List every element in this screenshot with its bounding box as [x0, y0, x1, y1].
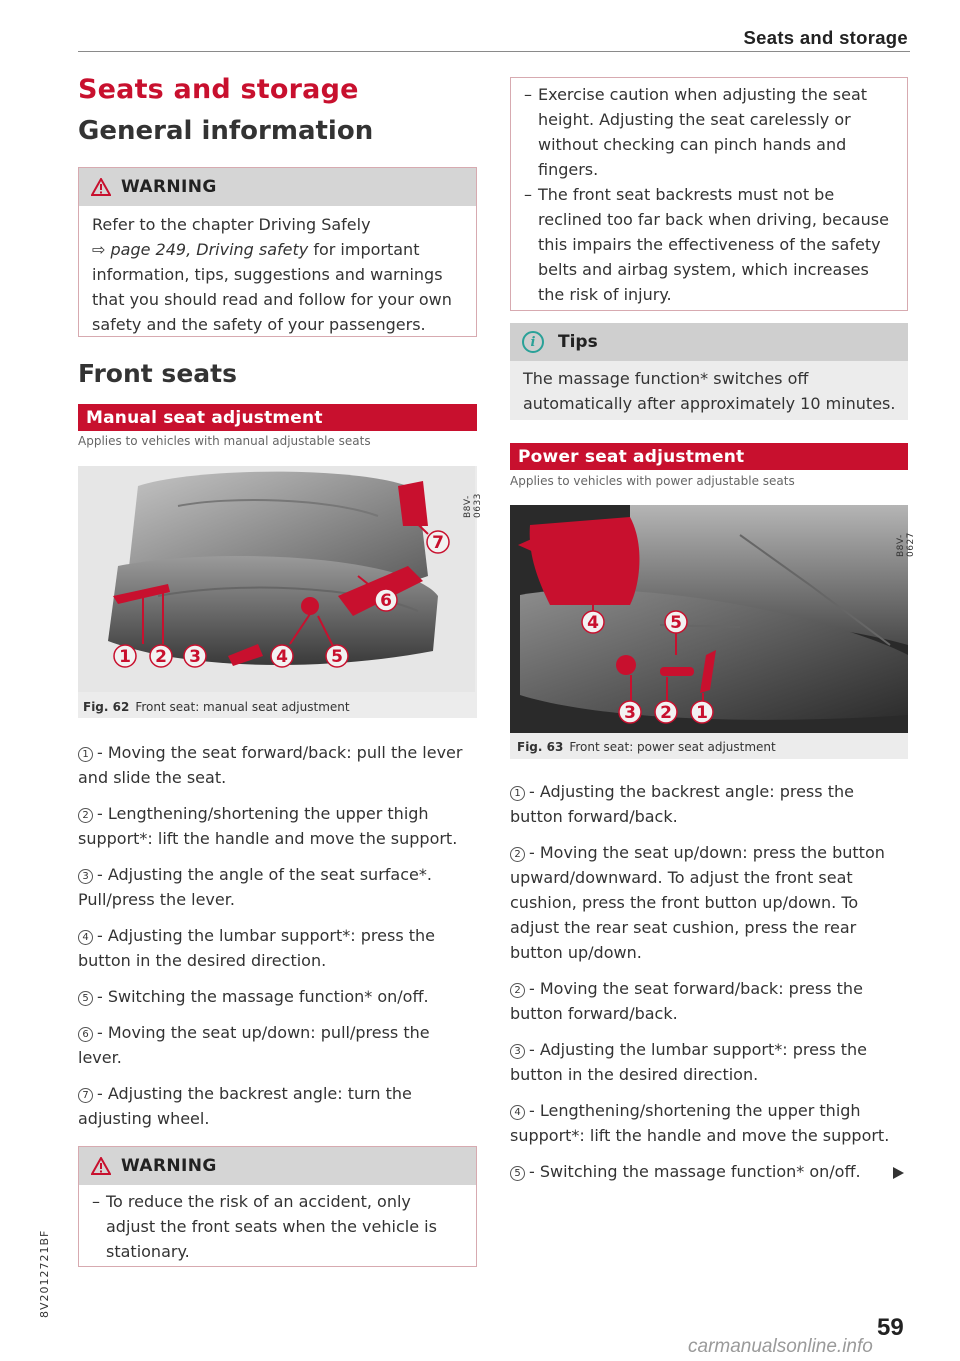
item-text: Moving the seat up/down: press the button upward/downward. To adjust the front seat cushion, press the front button up/down. To adjust the rear seat cushion, press the rear button up/down. — [510, 843, 885, 962]
number-circle: 4 — [510, 1105, 525, 1120]
callout-1: 1 — [119, 647, 131, 667]
item-text: Lengthening/shortening the upper thigh support*: lift the handle and move the support. — [78, 804, 458, 848]
callout-1: 1 — [696, 703, 708, 723]
item-text: Adjusting the angle of the seat surface*. Pull/press the lever. — [78, 865, 432, 909]
item-text: Lengthening/shortening the upper thigh support*: lift the handle and move the support. — [510, 1101, 890, 1145]
figure-code: B8V-0627 — [896, 532, 916, 557]
warning-text-cont: for important information, tips, suggestions and warnings that you should read and follow for your own safety and the safety of your passengers. — [92, 240, 452, 334]
warning-body — [79, 206, 476, 345]
manual-item: 7 - Adjusting the backrest angle: turn the adjusting wheel. — [78, 1084, 412, 1128]
document-code: 8V2012721BF — [38, 1229, 51, 1318]
warning-icon — [91, 178, 111, 196]
power-item: 2 - Moving the seat forward/back: press the button forward/back. — [510, 979, 863, 1023]
number-circle: 4 — [78, 930, 93, 945]
power-item: 5 - Switching the massage function* on/off. — [510, 1159, 880, 1184]
power-applies-note: Applies to vehicles with power adjustable seats — [510, 474, 795, 488]
callout-4: 4 — [587, 613, 599, 633]
number-circle: 6 — [78, 1027, 93, 1042]
callout-4: 4 — [276, 647, 288, 667]
number-circle: 1 — [510, 786, 525, 801]
header-rule — [78, 51, 910, 52]
power-item: 3 - Adjusting the lumbar support*: press the button in the desired direction. — [510, 1040, 867, 1084]
page-number: 59 — [877, 1314, 904, 1341]
power-item: 4 - Lengthening/shortening the upper thigh support*: lift the handle and move the support. — [510, 1101, 890, 1145]
number-circle: 3 — [78, 869, 93, 884]
item-text: Switching the massage function* on/off. — [107, 987, 429, 1006]
warning-item: – To reduce the risk of an accident, only adjust the front seats when the vehicle is stationary. — [92, 1189, 464, 1264]
item-text: Adjusting the lumbar support*: press the button in the desired direction. — [510, 1040, 867, 1084]
number-circle: 3 — [510, 1044, 525, 1059]
number-circle: 2 — [510, 983, 525, 998]
manual-item: 1 - Moving the seat forward/back: pull the lever and slide the seat. — [78, 743, 463, 787]
callout-5: 5 — [670, 613, 682, 633]
callout-5: 5 — [331, 647, 343, 667]
watermark: carmanualsonline.info — [688, 1336, 873, 1357]
figure-caption — [517, 740, 776, 754]
tips-header — [510, 323, 908, 361]
figure-code: B8V-0633 — [463, 493, 483, 518]
number-circle: 2 — [510, 847, 525, 862]
item-text: Switching the massage function* on/off. — [539, 1162, 861, 1181]
item-text: Moving the seat up/down: pull/press the lever. — [78, 1023, 430, 1067]
warning-box-general — [78, 167, 477, 337]
power-adjustment-heading: Power seat adjustment — [510, 443, 908, 470]
number-circle: 7 — [78, 1088, 93, 1103]
warning-box-continued — [510, 77, 908, 311]
manual-item: 3 - Adjusting the angle of the seat surface*. Pull/press the lever. — [78, 865, 432, 909]
warning-item: – Exercise caution when adjusting the seat height. Adjusting the seat carelessly or without checking can pinch hands and fingers. — [524, 82, 895, 182]
page-reference-link[interactable]: ⇨ page 249, Driving safety — [92, 240, 309, 259]
item-text: Adjusting the backrest angle: turn the adjusting wheel. — [78, 1084, 412, 1128]
warning-text: Refer to the chapter Driving Safely — [92, 215, 371, 234]
manual-item: 4 - Adjusting the lumbar support*: press the button in the desired direction. — [78, 926, 435, 970]
figure-caption — [83, 700, 350, 714]
warning-label: WARNING — [121, 1156, 217, 1176]
figure-label: Fig. 62 — [83, 700, 130, 714]
figure-caption-text: Front seat: power seat adjustment — [569, 740, 776, 754]
manual-applies-note: Applies to vehicles with manual adjustable seats — [78, 434, 371, 448]
callout-3: 3 — [624, 703, 636, 723]
warning-header — [79, 1147, 476, 1185]
manual-item: 5 - Switching the massage function* on/off. — [78, 984, 478, 1009]
power-item: 1 - Adjusting the backrest angle: press the button forward/back. — [510, 782, 854, 826]
callout-6: 6 — [380, 591, 392, 611]
warning-box-adjust — [78, 1146, 477, 1267]
manual-seat-illustration — [78, 466, 475, 692]
callout-2: 2 — [155, 647, 167, 667]
warning-header — [79, 168, 476, 206]
running-header: Seats and storage — [743, 27, 908, 48]
chapter-title: Seats and storage — [78, 74, 359, 105]
figure-caption-text: Front seat: manual seat adjustment — [135, 700, 350, 714]
continue-arrow-icon — [893, 1167, 904, 1179]
manual-adjustment-heading: Manual seat adjustment — [78, 404, 477, 431]
tips-label: Tips — [558, 332, 598, 352]
section-title: General information — [78, 116, 374, 146]
warning-body — [79, 1185, 476, 1272]
callout-3: 3 — [189, 647, 201, 667]
callout-2: 2 — [660, 703, 672, 723]
tips-box — [510, 323, 908, 420]
info-icon: i — [522, 331, 544, 353]
item-text: Moving the seat forward/back: pull the lever and slide the seat. — [78, 743, 463, 787]
figure-62 — [78, 466, 483, 718]
number-circle: 5 — [510, 1166, 525, 1181]
front-seats-title: Front seats — [78, 359, 237, 388]
number-circle: 2 — [78, 808, 93, 823]
number-circle: 5 — [78, 991, 93, 1006]
item-text: Moving the seat forward/back: press the button forward/back. — [510, 979, 863, 1023]
warning-item: – The front seat backrests must not be reclined too far back when driving, because this impairs the effectiveness of the safety belts and airbag system, which increases the risk of injury. — [524, 182, 895, 307]
tips-text: The massage function* switches off automatically after approximately 10 minutes. — [523, 369, 896, 413]
power-seat-illustration — [510, 505, 908, 733]
item-text: Adjusting the backrest angle: press the button forward/back. — [510, 782, 854, 826]
figure-label: Fig. 63 — [517, 740, 564, 754]
warning-label: WARNING — [121, 177, 217, 197]
power-item: 2 - Moving the seat up/down: press the button upward/downward. To adjust the front seat cushion, press the front button up/down. To adjust the rear seat cushion, press the rear button up/down. — [510, 843, 885, 962]
number-circle: 1 — [78, 747, 93, 762]
item-text: Adjusting the lumbar support*: press the button in the desired direction. — [78, 926, 435, 970]
callout-7: 7 — [432, 533, 444, 553]
manual-item: 2 - Lengthening/shortening the upper thigh support*: lift the handle and move the support. — [78, 804, 458, 848]
warning-body — [511, 78, 907, 315]
manual-item: 6 - Moving the seat up/down: pull/press the lever. — [78, 1023, 430, 1067]
warning-icon — [91, 1157, 111, 1175]
figure-63 — [510, 505, 916, 759]
